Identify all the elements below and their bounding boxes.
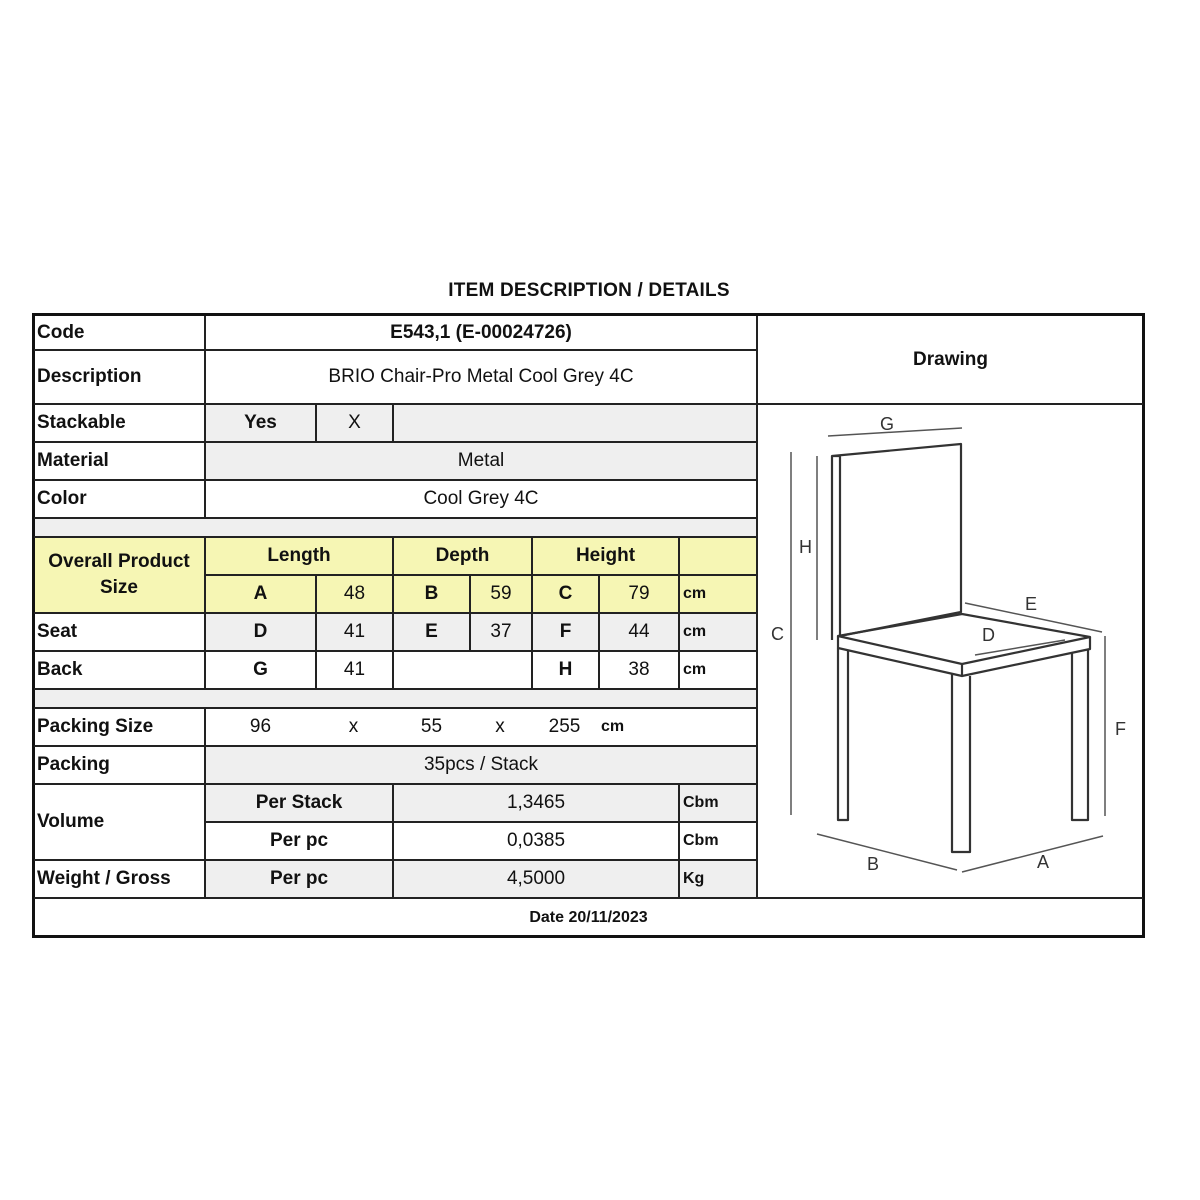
- overall-height-code: C: [558, 583, 573, 604]
- height-header: Height: [575, 545, 636, 566]
- seat-label: Seat: [37, 621, 78, 642]
- weight-per-pc-label: Per pc: [269, 868, 329, 889]
- material-value: Metal: [457, 450, 505, 471]
- code-label: Code: [37, 321, 85, 343]
- back-length-value: 41: [343, 659, 366, 680]
- volume-per-stack-value: 1,3465: [506, 792, 566, 813]
- seat-height-value: 44: [628, 621, 650, 642]
- overall-height-value: 79: [628, 583, 650, 604]
- seat-depth-value: 37: [490, 621, 512, 642]
- weight-unit: Kg: [683, 870, 705, 887]
- volume-per-stack-unit: Cbm: [683, 794, 719, 811]
- document-title: ITEM DESCRIPTION / DETAILS: [448, 280, 730, 301]
- diagram-label-g: G: [880, 414, 895, 434]
- packing-size-b: 55: [420, 716, 443, 737]
- seat-length-value: 41: [343, 621, 366, 642]
- overall-depth-code: B: [424, 583, 439, 604]
- packing-size-unit: cm: [601, 718, 625, 735]
- diagram-label-f: F: [1115, 719, 1126, 739]
- overall-length-code: A: [253, 583, 268, 604]
- footer-date: Date 20/11/2023: [529, 909, 648, 926]
- back-length-code: G: [253, 659, 268, 680]
- diagram-label-h: H: [799, 537, 812, 557]
- weight-value: 4,5000: [506, 868, 566, 889]
- overall-length-value: 48: [343, 583, 366, 604]
- seat-unit: cm: [683, 623, 707, 640]
- volume-label: Volume: [37, 811, 105, 832]
- volume-per-stack-label: Per Stack: [255, 792, 343, 813]
- length-header: Length: [267, 545, 331, 566]
- color-label: Color: [37, 488, 87, 509]
- packing-label: Packing: [37, 754, 110, 775]
- stackable-mark: X: [348, 412, 361, 433]
- diagram-label-e: E: [1025, 594, 1038, 614]
- volume-per-pc-value: 0,0385: [506, 830, 566, 851]
- packing-size-x1: x: [348, 716, 359, 737]
- overall-unit: cm: [683, 585, 707, 602]
- weight-label: Weight / Gross: [37, 868, 171, 889]
- volume-per-pc-unit: Cbm: [683, 832, 719, 849]
- diagram-label-c: C: [771, 624, 784, 644]
- packing-size-c: 255: [548, 716, 581, 737]
- overall-depth-value: 59: [490, 583, 512, 604]
- back-label: Back: [37, 659, 83, 680]
- back-height-code: H: [558, 659, 573, 680]
- packing-value: 35pcs / Stack: [423, 754, 539, 775]
- description-label: Description: [37, 366, 142, 387]
- overall-size-label: Overall Product Size: [48, 551, 190, 598]
- diagram-label-a: A: [1037, 852, 1050, 872]
- drawing-label: Drawing: [913, 348, 988, 370]
- description-value: BRIO Chair-Pro Metal Cool Grey 4C: [328, 366, 634, 387]
- depth-header: Depth: [435, 545, 490, 566]
- seat-length-code: D: [253, 621, 268, 642]
- packing-size-x2: x: [495, 716, 505, 737]
- stackable-label: Stackable: [37, 412, 126, 433]
- back-unit: cm: [683, 661, 707, 678]
- seat-depth-code: E: [425, 621, 438, 642]
- diagram-label-b: B: [867, 854, 880, 874]
- stackable-yes: Yes: [244, 412, 277, 433]
- seat-height-code: F: [559, 621, 572, 642]
- packing-size-label: Packing Size: [37, 716, 154, 737]
- diagram-label-d: D: [982, 625, 995, 645]
- volume-per-pc-label: Per pc: [269, 830, 329, 851]
- back-height-value: 38: [628, 659, 650, 680]
- code-value: E543,1 (E-00024726): [390, 321, 572, 343]
- material-label: Material: [37, 450, 109, 471]
- color-value: Cool Grey 4C: [423, 488, 539, 509]
- packing-size-a: 96: [249, 716, 272, 737]
